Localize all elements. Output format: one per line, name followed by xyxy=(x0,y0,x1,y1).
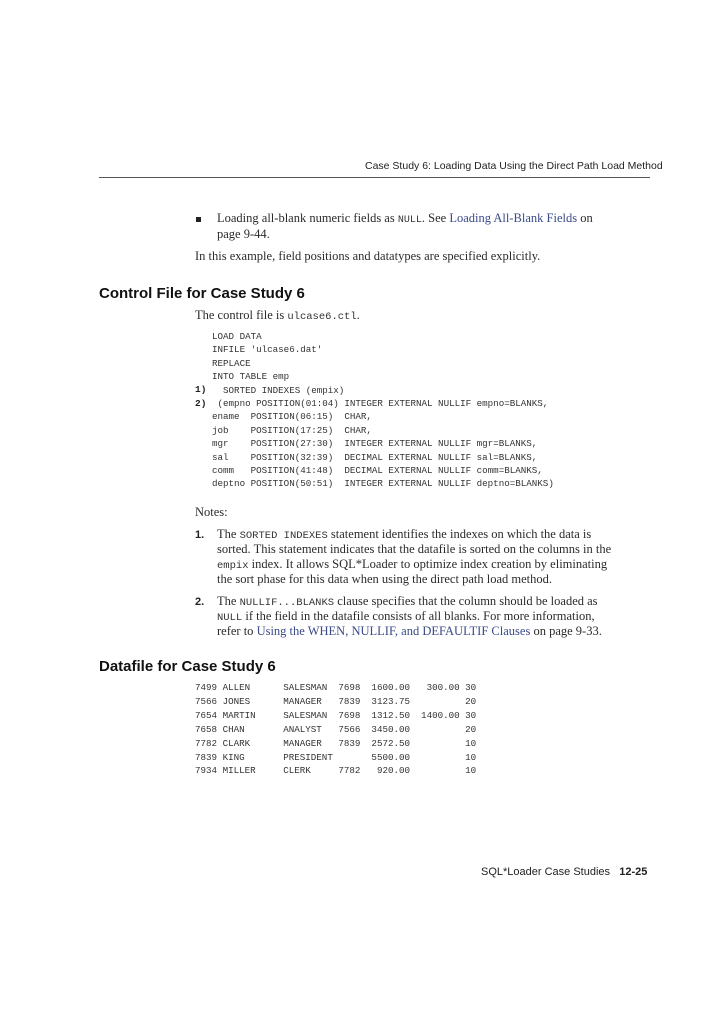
note-text: The xyxy=(217,594,240,608)
code-line: REPLACE xyxy=(212,357,251,369)
datafile-line: 7782 CLARK MANAGER 7839 2572.50 10 xyxy=(195,737,477,749)
note-1-number: 1. xyxy=(195,529,205,541)
datafile-line: 7658 CHAN ANALYST 7566 3450.00 20 xyxy=(195,723,477,735)
note-text: index. It allows SQL*Loader to optimize index creation by eliminating xyxy=(248,557,608,571)
note-1-line-2: sorted. This statement indicates that the datafile is sorted on the columns in the xyxy=(217,542,612,556)
code-line: ename POSITION(06:15) CHAR, xyxy=(212,411,372,423)
datafile-line: 7654 MARTIN SALESMAN 7698 1312.50 1400.00 30 xyxy=(195,709,477,721)
note-code: NULLIF...BLANKS xyxy=(239,597,335,609)
code-line: INTO TABLE emp xyxy=(212,371,290,383)
note-text: refer to xyxy=(217,624,257,638)
code-line: job POSITION(17:25) CHAR, xyxy=(212,424,372,436)
code-line: INFILE 'ulcase6.dat' xyxy=(212,344,323,356)
code-line: SORTED INDEXES (empix) xyxy=(212,384,345,396)
bullet-text-mid: . See xyxy=(421,211,450,225)
section-heading-datafile: Datafile for Case Study 6 xyxy=(99,658,276,675)
note-code: NULL xyxy=(217,612,243,624)
datafile-line: 7566 JONES MANAGER 7839 3123.75 20 xyxy=(195,695,477,707)
bullet-code: NULL xyxy=(397,215,422,226)
intro-note: In this example, field positions and datatypes are specified explicitly. xyxy=(195,249,541,263)
lead-end: . xyxy=(356,308,360,322)
note-text: clause specifies that the column should be loaded as xyxy=(334,594,598,608)
footer xyxy=(481,866,647,878)
control-file-name: ulcase6.ctl xyxy=(287,311,357,323)
code-line: LOAD DATA xyxy=(212,331,262,342)
note-1-line-3 xyxy=(217,557,607,572)
lead-text: The control file is xyxy=(195,308,288,322)
code-line: comm POSITION(41:48) DECIMAL EXTERNAL NULLIF comm=BLANKS, xyxy=(212,465,543,476)
note-code: empix xyxy=(217,560,249,572)
note-1-line-4: the sort phase for this data when using the direct path load method. xyxy=(217,572,552,586)
code-line: sal POSITION(32:39) DECIMAL EXTERNAL NULLIF sal=BLANKS, xyxy=(212,451,538,463)
bullet-text: Loading all-blank numeric fields as xyxy=(217,211,398,225)
note-text: The xyxy=(217,527,240,541)
datafile-line: 7839 KING PRESIDENT 5500.00 10 xyxy=(195,751,477,763)
note-2-line-2 xyxy=(217,609,595,624)
notes-label: Notes: xyxy=(195,505,228,519)
running-header: Case Study 6: Loading Data Using the Direct Path Load Method xyxy=(365,160,663,172)
bullet-item-line2: page 9-44. xyxy=(217,227,270,241)
datafile-line: 7499 ALLEN SALESMAN 7698 1600.00 300.00 30 xyxy=(195,682,477,693)
section-heading-control-file: Control File for Case Study 6 xyxy=(99,285,305,302)
code-callout-label: 1) xyxy=(195,384,207,396)
note-2-number: 2. xyxy=(195,596,205,608)
code-line: mgr POSITION(27:30) INTEGER EXTERNAL NULLIF mgr=BLANKS, xyxy=(212,438,538,450)
link-when-nullif-defaultif[interactable]: Using the WHEN, NULLIF, and DEFAULTIF Clauses xyxy=(256,624,531,638)
note-text: if the field in the datafile consists of all blanks. For more information, xyxy=(242,609,595,623)
link-loading-all-blank-fields[interactable]: Loading All-Blank Fields xyxy=(449,211,578,225)
footer-book-title: SQL*Loader Case Studies xyxy=(481,866,611,878)
header-rule xyxy=(99,177,650,178)
code-line: deptno POSITION(50:51) INTEGER EXTERNAL NULLIF deptno=BLANKS) xyxy=(212,478,554,490)
bullet-icon xyxy=(196,217,201,222)
footer-page-number: 12-25 xyxy=(619,866,648,878)
bullet-text-suffix: on xyxy=(577,211,593,225)
note-1-line-1 xyxy=(217,527,591,542)
code-callout-label: 2) xyxy=(195,397,207,409)
note-text: on page 9-33. xyxy=(530,624,602,638)
note-2-line-1 xyxy=(217,594,598,609)
note-text: statement identifies the indexes on which the data is xyxy=(327,527,592,541)
note-code: SORTED INDEXES xyxy=(239,530,328,542)
code-line: (empno POSITION(01:04) INTEGER EXTERNAL NULLIF empno=BLANKS, xyxy=(212,398,549,409)
datafile-line: 7934 MILLER CLERK 7782 920.00 10 xyxy=(195,765,477,777)
bullet-item xyxy=(217,211,593,226)
control-file-lead xyxy=(195,308,360,323)
note-2-line-3 xyxy=(217,624,602,639)
